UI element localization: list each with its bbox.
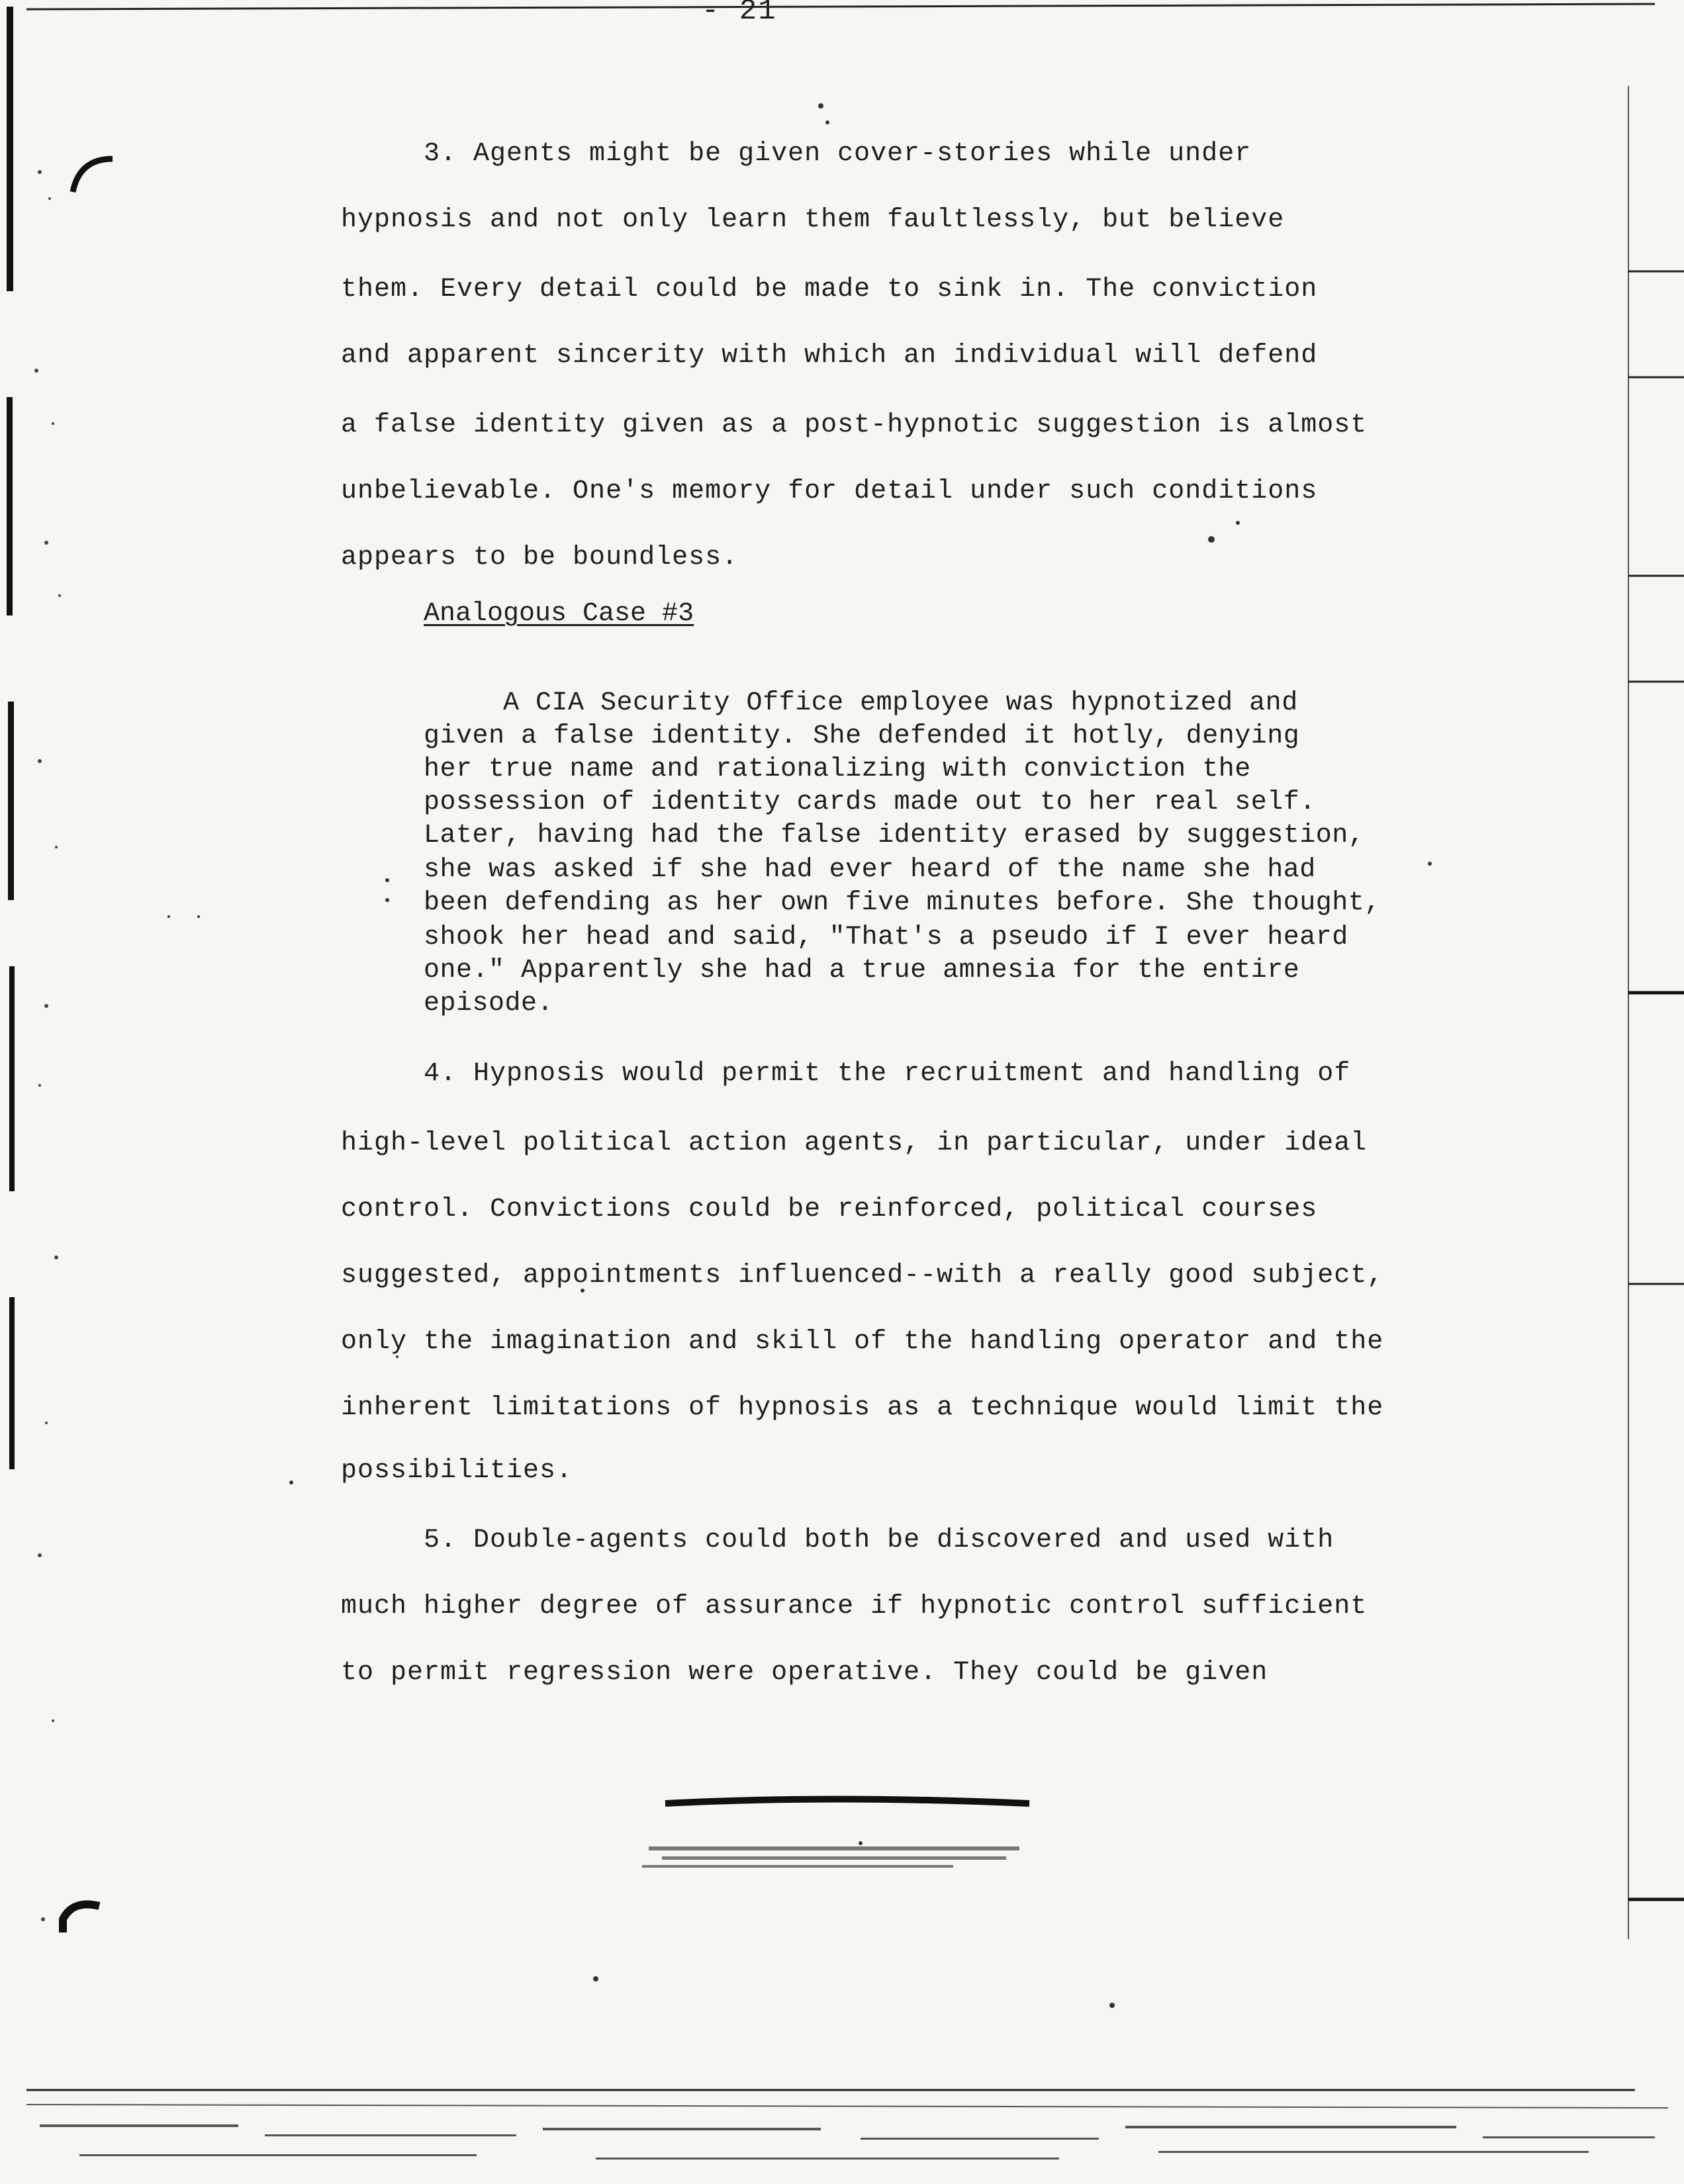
case-text-line: given a false identity. She defended it hotly, denying bbox=[424, 721, 1300, 751]
case-text-line: one." Apparently she had a true amnesia for the entire bbox=[424, 956, 1300, 985]
paragraph-5-line: to permit regression were operative. They could be given bbox=[341, 1658, 1268, 1688]
case-heading: Analogous Case #3 bbox=[424, 599, 694, 629]
paragraph-4-line: suggested, appointments influenced--with a really good subject, bbox=[341, 1261, 1384, 1291]
case-text-line: shook her head and said, "That's a pseudo if I ever heard bbox=[424, 923, 1348, 952]
paragraph-4-line: control. Convictions could be reinforced, political courses bbox=[341, 1195, 1318, 1224]
paragraph-4-line: only the imagination and skill of the handling operator and the bbox=[341, 1327, 1384, 1357]
paragraph-3-line: unbelievable. One's memory for detail under such conditions bbox=[341, 477, 1318, 506]
paragraph-4-line: high-level political action agents, in particular, under ideal bbox=[341, 1128, 1368, 1158]
case-text-line: her true name and rationalizing with conviction the bbox=[424, 754, 1251, 784]
paragraph-5-line: 5. Double-agents could both be discovered and used with bbox=[424, 1525, 1334, 1555]
case-text-line: been defending as her own five minutes before. She thought, bbox=[424, 888, 1381, 918]
paragraph-3-line: hypnosis and not only learn them faultlessly, but believe bbox=[341, 205, 1285, 235]
paragraph-5-line: much higher degree of assurance if hypnotic control sufficient bbox=[341, 1592, 1368, 1621]
paragraph-4-line: 4. Hypnosis would permit the recruitment and handling of bbox=[424, 1059, 1351, 1089]
case-text-line: Later, having had the false identity erased by suggestion, bbox=[424, 821, 1365, 850]
paragraph-3-line: appears to be boundless. bbox=[341, 543, 739, 572]
paragraph-4-line: possibilities. bbox=[341, 1456, 573, 1486]
paragraph-3-line: 3. Agents might be given cover-stories while under bbox=[424, 139, 1252, 169]
paragraph-3-line: them. Every detail could be made to sink in. The conviction bbox=[341, 275, 1318, 304]
case-text-line: A CIA Security Office employee was hypnotized and bbox=[503, 688, 1298, 718]
paragraph-3-line: and apparent sincerity with which an individual will defend bbox=[341, 341, 1318, 371]
case-text-line: she was asked if she had ever heard of the name she had bbox=[424, 855, 1316, 885]
page-number: - 21 bbox=[702, 0, 777, 28]
paragraph-4-line: inherent limitations of hypnosis as a technique would limit the bbox=[341, 1393, 1384, 1423]
paragraph-3-line: a false identity given as a post-hypnotic suggestion is almost bbox=[341, 410, 1368, 440]
case-text-line: possession of identity cards made out to her real self. bbox=[424, 788, 1316, 817]
case-text-line: episode. bbox=[424, 989, 554, 1019]
